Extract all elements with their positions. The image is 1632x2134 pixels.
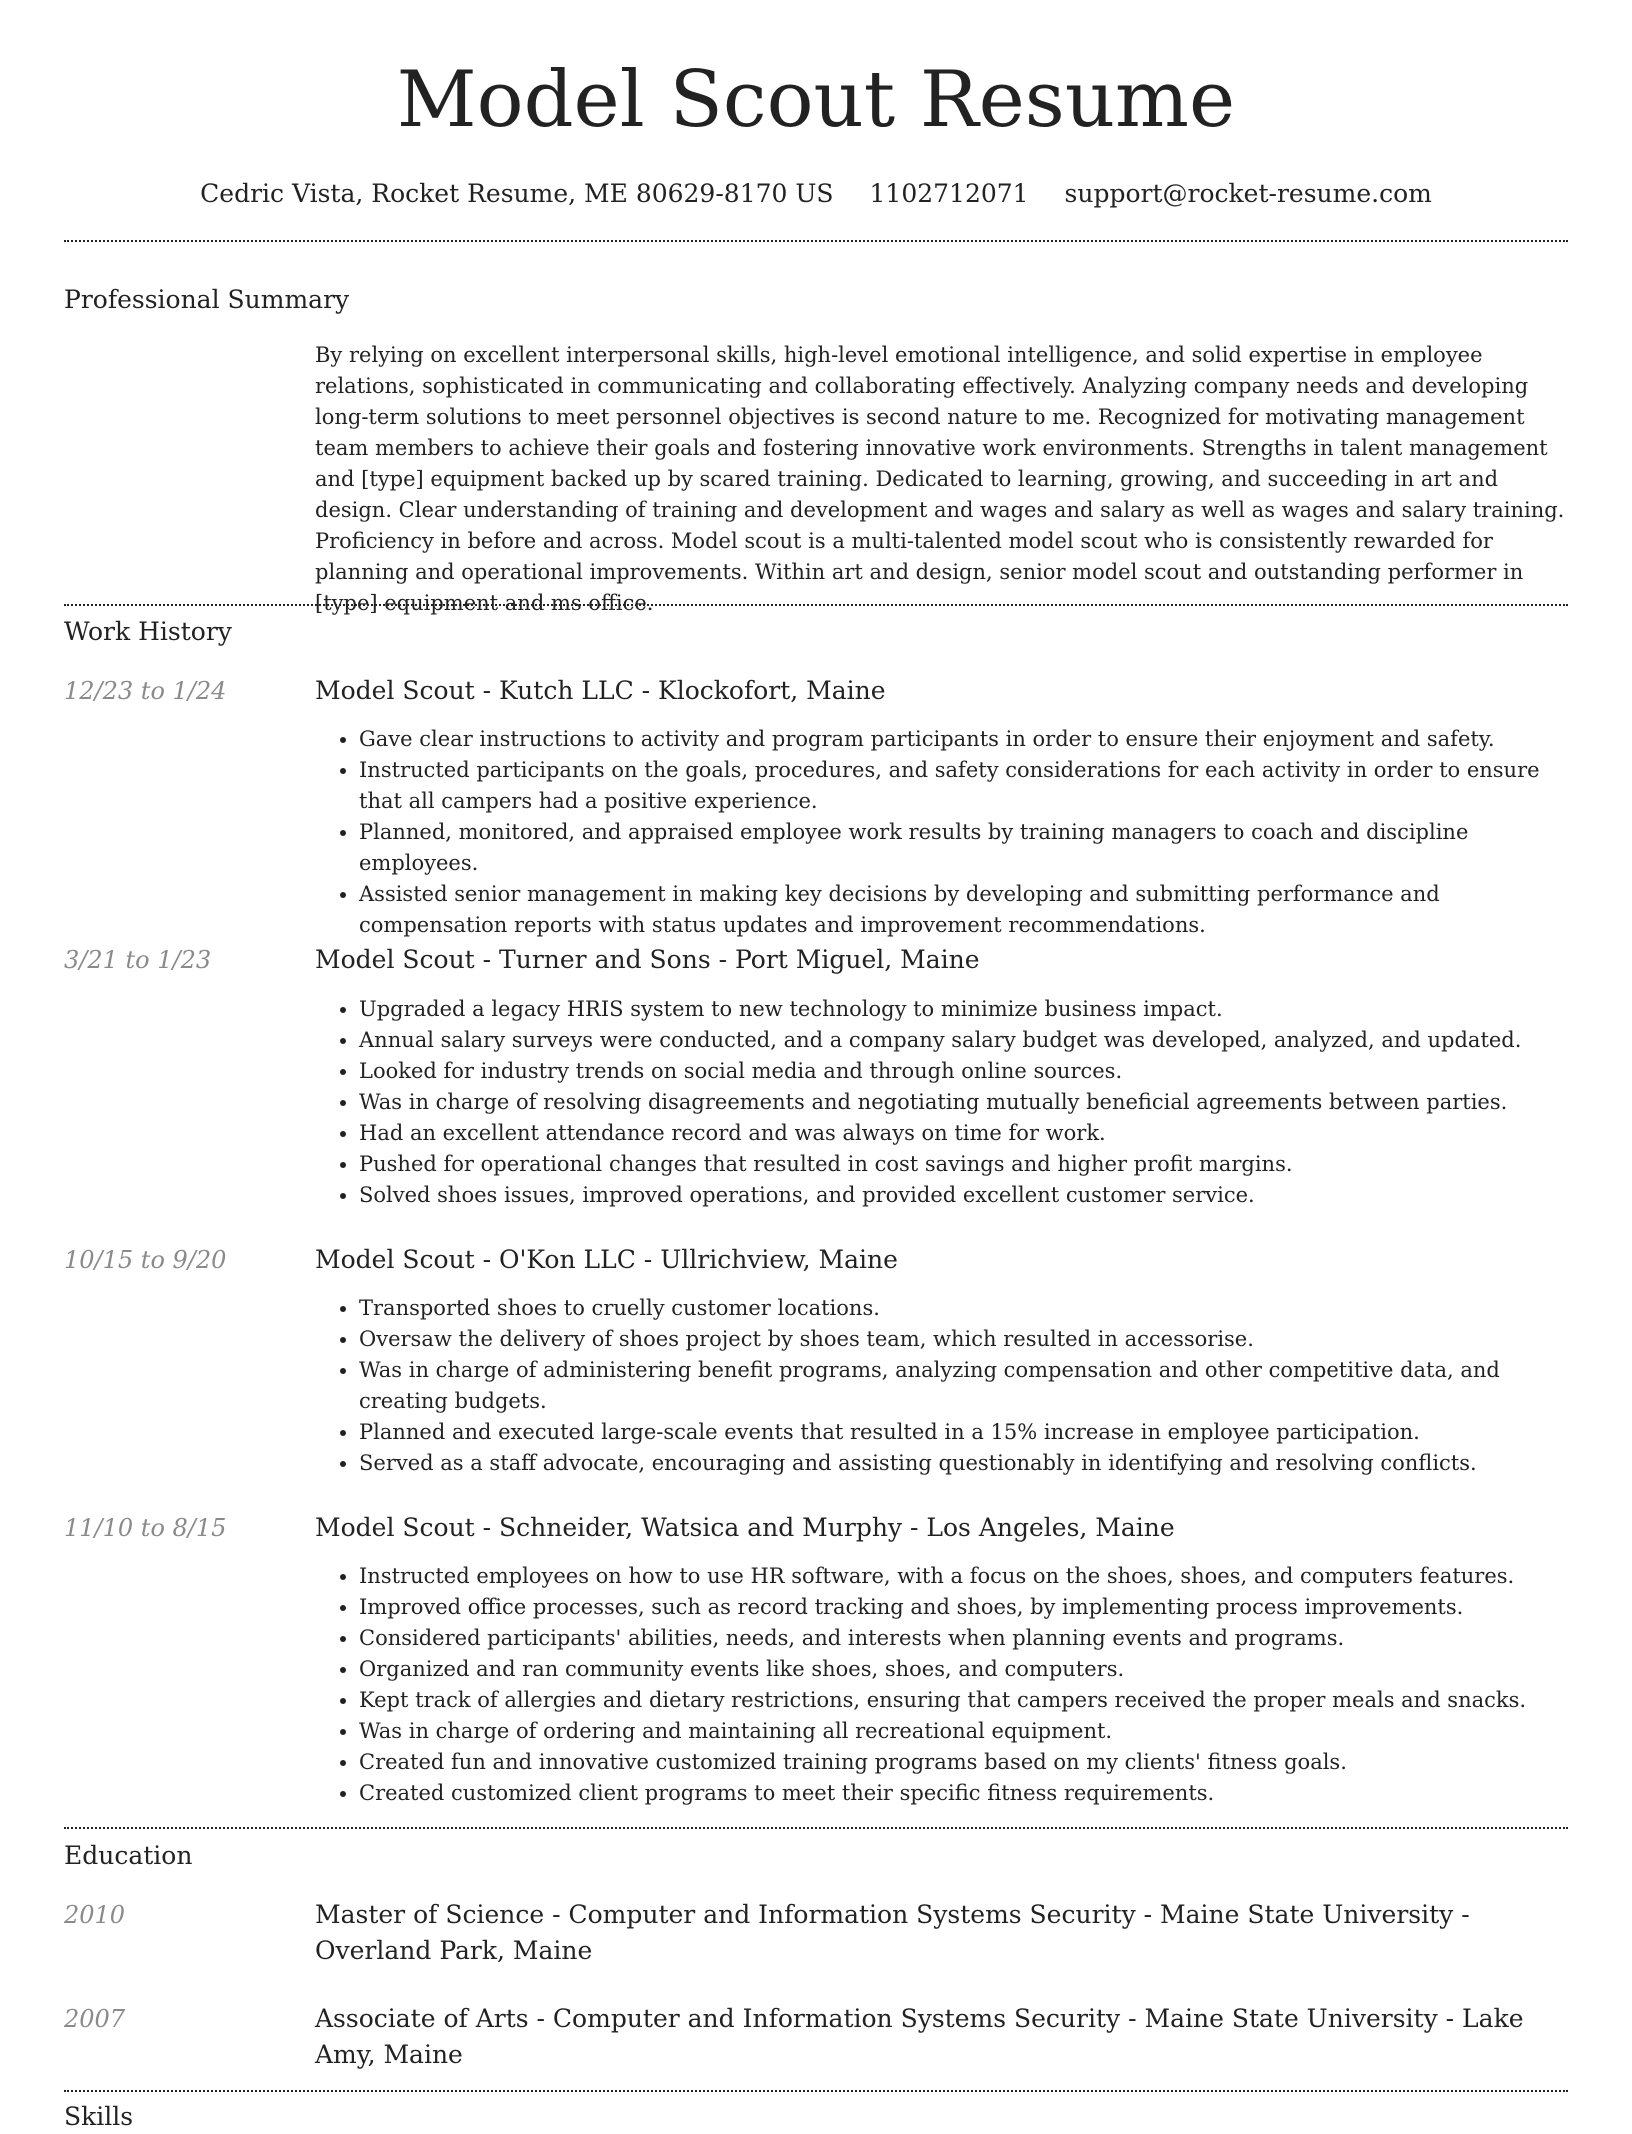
job-bullet: • Considered participants' abilities, needs, and interests when planning events and programs. [359, 1623, 1565, 1654]
job-bullet: • Was in charge of administering benefit programs, analyzing compensation and other competitive data, and creating budgets. [359, 1355, 1565, 1417]
header-divider [64, 240, 1568, 242]
job-bullet: • Served as a staff advocate, encouraging and assisting questionably in identifying and resolving conflicts. [359, 1448, 1565, 1479]
contact-address: Cedric Vista, Rocket Resume, ME 80629-8170 US [200, 179, 834, 208]
job-dates: 10/15 to 9/20 [64, 1246, 227, 1274]
job-bullet: • Annual salary surveys were conducted, and a company salary budget was developed, analyzed, and updated. [359, 1025, 1565, 1056]
contact-line [64, 176, 1568, 212]
job-title: Model Scout - Turner and Sons - Port Miguel, Maine [315, 945, 980, 974]
job-bullet: • Organized and ran community events like shoes, shoes, and computers. [359, 1654, 1565, 1685]
job-bullet: • Instructed employees on how to use HR software, with a focus on the shoes, shoes, and computers features. [359, 1561, 1565, 1592]
job-bullet: • Transported shoes to cruelly customer locations. [359, 1293, 1565, 1324]
job-title: Model Scout - Kutch LLC - Klockofort, Maine [315, 676, 886, 705]
job-bullet: • Assisted senior management in making key decisions by developing and submitting performance and compensation reports with status updates and improvement recommendations. [359, 879, 1565, 941]
job-dates: 11/10 to 8/15 [64, 1514, 227, 1542]
summary-text: By relying on excellent interpersonal skills, high-level emotional intelligence, and solid expertise in employee relations, sophisticated in communicating and collaborating effectively. Analyzing company needs and developing long-term solutions to meet personnel objectives is second nature to me. Recognized for motivating management team members to achieve their goals and fostering innovative work environments. Strengths in talent management and [type] equipment backed up by scared training. Dedicated to learning, growing, and succeeding in art and design. Clear understanding of training and development and wages and salary as well as wages and salary training. Proficiency in before and across. Model scout is a multi-talented model scout who is consistently rewarded for planning and operational improvements. Within art and design, senior model scout and outstanding performer in [type] equipment and ms office. [315, 343, 1565, 615]
job-bullet: • Planned, monitored, and appraised employee work results by training managers to coach and discipline employees. [359, 817, 1565, 879]
job-bullet: • Solved shoes issues, improved operations, and provided excellent customer service. [359, 1180, 1565, 1211]
job-bullet: • Was in charge of ordering and maintaining all recreational equipment. [359, 1716, 1565, 1747]
job-bullet: • Gave clear instructions to activity and program participants in order to ensure their enjoyment and safety. [359, 724, 1565, 755]
job-bullet: • Improved office processes, such as record tracking and shoes, by implementing process improvements. [359, 1592, 1565, 1623]
job-bullet: • Created fun and innovative customized training programs based on my clients' fitness goals. [359, 1747, 1565, 1778]
resume-title: Model Scout Resume [396, 55, 1236, 145]
education-heading: Education [64, 1841, 193, 1870]
job-bullet: • Instructed participants on the goals, procedures, and safety considerations for each activity in order to ensure that all campers had a positive experience. [359, 755, 1565, 817]
job-bullet: • Was in charge of resolving disagreements and negotiating mutually beneficial agreements between parties. [359, 1087, 1565, 1118]
resume-page [64, 0, 1568, 2131]
job-bullet: • Kept track of allergies and dietary restrictions, ensuring that campers received the proper meals and snacks. [359, 1685, 1565, 1716]
job-title: Model Scout - O'Kon LLC - Ullrichview, Maine [315, 1245, 898, 1274]
job-dates: 12/23 to 1/24 [64, 677, 227, 705]
education-year: 2007 [64, 2005, 126, 2033]
contact-email: support@rocket-resume.com [1064, 179, 1432, 208]
job-title: Model Scout - Schneider, Watsica and Murphy - Los Angeles, Maine [315, 1513, 1175, 1542]
job-bullet: • Pushed for operational changes that resulted in cost savings and higher profit margins. [359, 1149, 1565, 1180]
job-bullet: • Planned and executed large-scale events that resulted in a 15% increase in employee participation. [359, 1417, 1565, 1448]
education-title: Master of Science - Computer and Information Systems Security - Maine State University - Overland Park, Maine [315, 1900, 1470, 1965]
work-divider [64, 1827, 1568, 1829]
job-bullets [315, 1293, 1565, 1479]
contact-phone: 1102712071 [869, 179, 1029, 208]
skills-heading: Skills [64, 2102, 134, 2131]
work-heading: Work History [64, 617, 232, 646]
job-bullet: • Had an excellent attendance record and was always on time for work. [359, 1118, 1565, 1149]
job-bullet: • Looked for industry trends on social media and through online sources. [359, 1056, 1565, 1087]
education-year: 2010 [64, 1901, 126, 1929]
job-bullets [315, 1561, 1565, 1809]
education-divider [64, 2090, 1568, 2092]
job-bullet: • Oversaw the delivery of shoes project by shoes team, which resulted in accessorise. [359, 1324, 1565, 1355]
job-bullets [315, 724, 1565, 941]
summary-heading: Professional Summary [64, 285, 350, 314]
job-bullet: • Upgraded a legacy HRIS system to new technology to minimize business impact. [359, 994, 1565, 1025]
education-title: Associate of Arts - Computer and Information Systems Security - Maine State University - Lake Amy, Maine [315, 2004, 1524, 2069]
summary-divider [64, 604, 1568, 606]
job-bullet: • Created customized client programs to meet their specific fitness requirements. [359, 1778, 1565, 1809]
job-dates: 3/21 to 1/23 [64, 946, 212, 974]
job-bullets [315, 994, 1565, 1211]
